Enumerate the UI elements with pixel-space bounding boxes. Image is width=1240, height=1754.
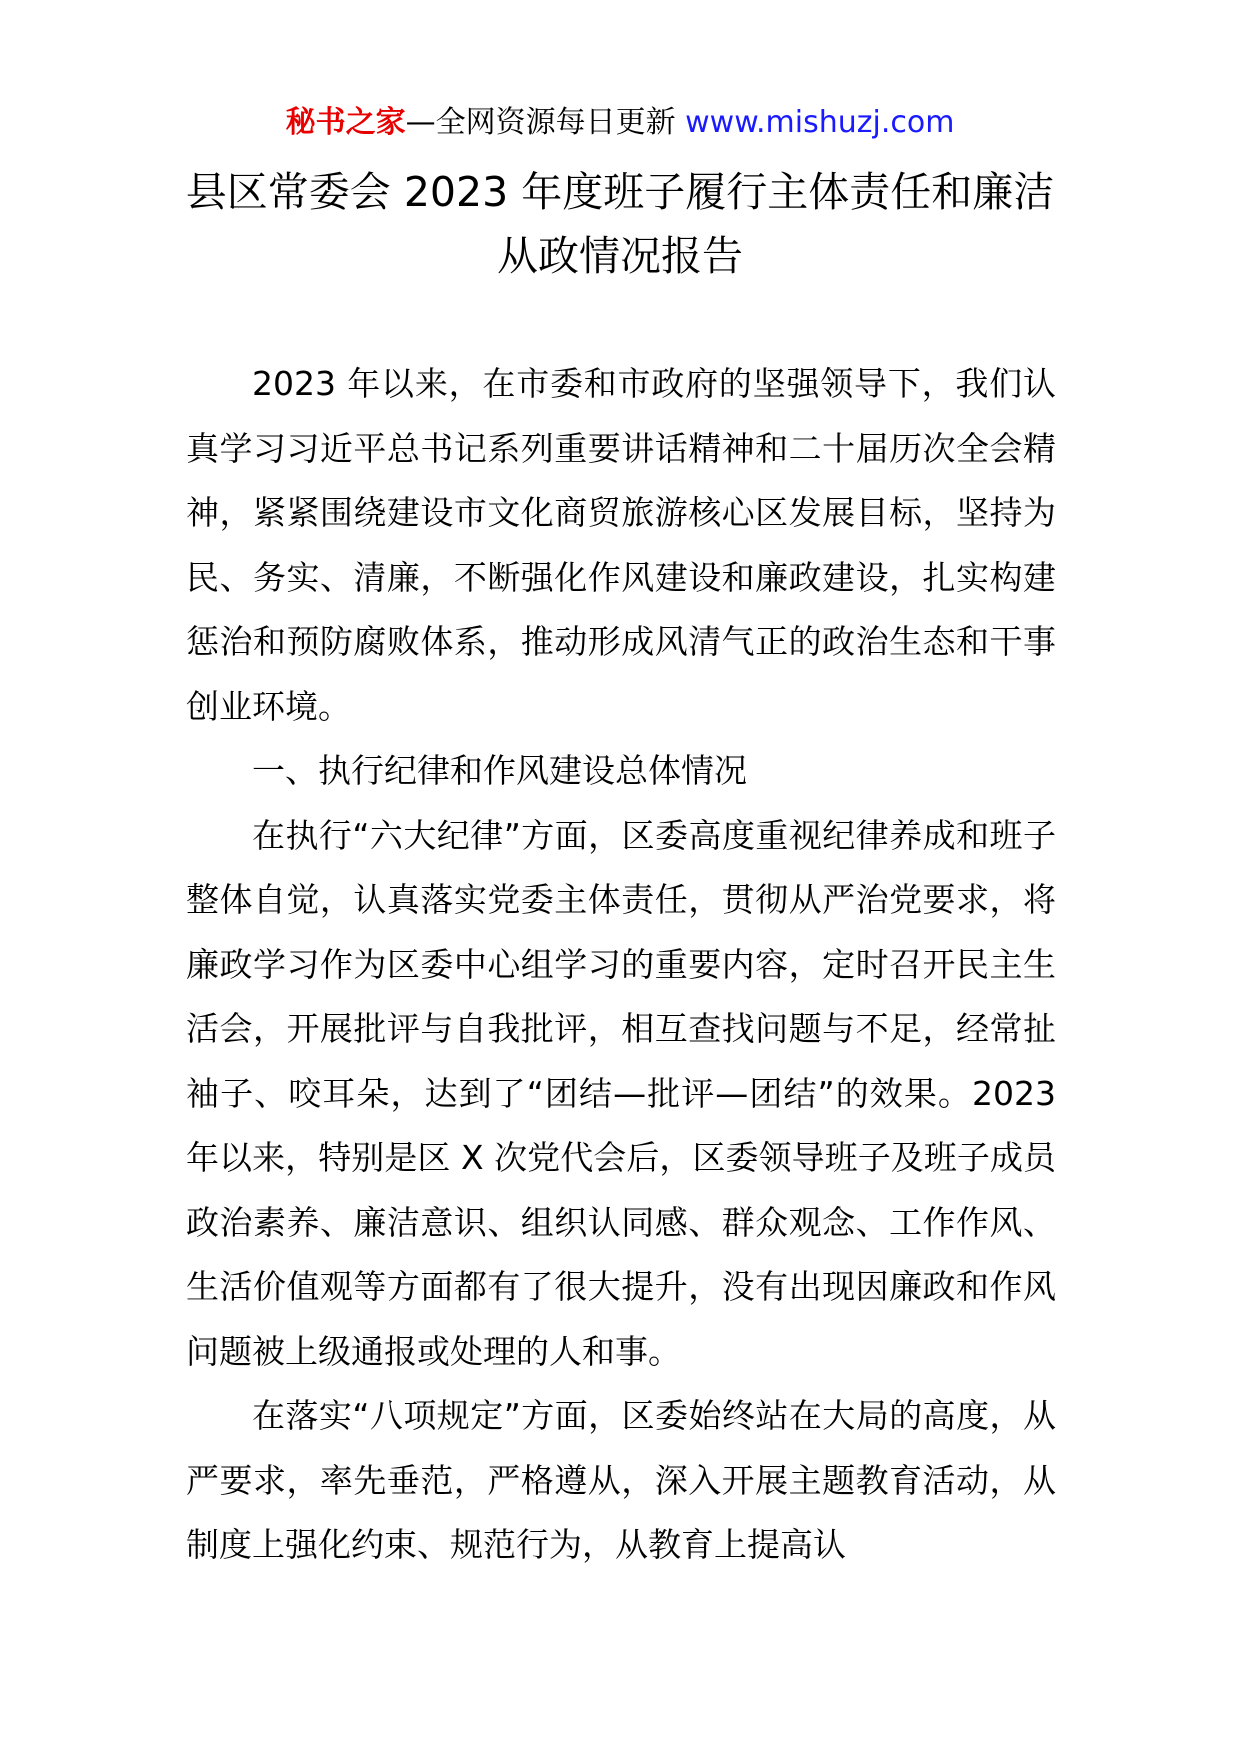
document-title-line-2: 从政情况报告 xyxy=(497,232,743,280)
site-header xyxy=(0,100,1240,146)
site-url-link[interactable]: www.mishuzj.com xyxy=(685,105,955,140)
site-tagline: —全网资源每日更新 xyxy=(405,105,686,140)
document-body xyxy=(186,352,1056,1578)
document-title-line-1: 县区常委会 2023 年度班子履行主体责任和廉洁 xyxy=(185,168,1055,216)
paragraph-eight-regulations: 在落实“八项规定”方面，区委始终站在大局的高度，从严要求，率先垂范，严格遵从，深入开展主题教育活动，从制度上强化约束、规范行为，从教育上提高认 xyxy=(186,1396,1056,1564)
section-heading-1: 一、执行纪律和作风建设总体情况 xyxy=(252,751,747,790)
document-title xyxy=(150,160,1090,288)
site-brand: 秘书之家 xyxy=(285,105,406,140)
paragraph-intro: 2023 年以来，在市委和市政府的坚强领导下，我们认真学习习近平总书记系列重要讲话精神和二十届历次全会精神，紧紧围绕建设市文化商贸旅游核心区发展目标，坚持为民、务实、清廉，不断强化作风建设和廉政建设，扎实构建惩治和预防腐败体系，推动形成风清气正的政治生态和干事创业环境。 xyxy=(186,364,1056,726)
paragraph-six-disciplines: 在执行“六大纪律”方面，区委高度重视纪律养成和班子整体自觉，认真落实党委主体责任，贯彻从严治党要求，将廉政学习作为区委中心组学习的重要内容，定时召开民主生活会，开展批评与自我批评，相互查找问题与不足，经常扯袖子、咬耳朵，达到了“团结—批评—团结”的效果。2023 年以来，特别是区 X 次党代会后，区委领导班子及班子成员政治素养、廉洁意识、组织认同感、群众观念、工作作风、生活价值观等方面都有了很大提升，没有出现因廉政和作风问题被上级通报或处理的人和事。 xyxy=(186,815,1056,1371)
